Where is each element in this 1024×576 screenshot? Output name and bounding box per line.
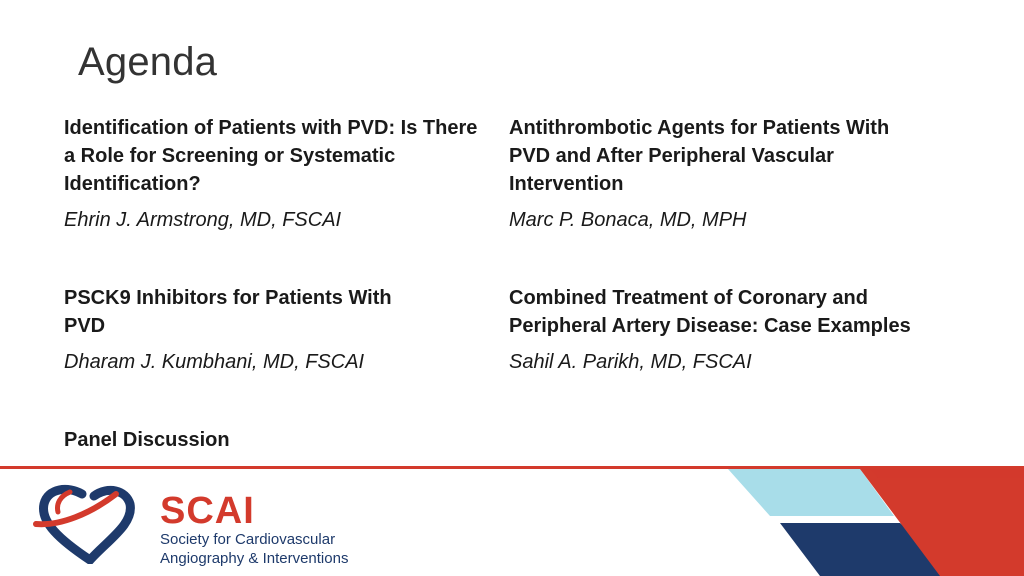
agenda-item-heading: Identification of Patients with PVD: Is There a Role for Screening or Systematic Identification? bbox=[64, 117, 478, 195]
agenda-item bbox=[64, 426, 484, 454]
agenda-item-heading: Panel Discussion bbox=[64, 429, 230, 451]
agenda-item bbox=[64, 114, 484, 234]
agenda-item bbox=[64, 284, 394, 376]
footer bbox=[0, 466, 1024, 576]
agenda-item-heading: Combined Treatment of Coronary and Peripheral Artery Disease: Case Examples bbox=[509, 287, 911, 337]
logo-subtitle-line: Angiography & Interventions bbox=[160, 550, 349, 567]
scai-heart-logo-icon bbox=[30, 484, 155, 564]
slide-title: Agenda bbox=[78, 40, 218, 84]
logo-subtitle bbox=[160, 530, 348, 568]
agenda-item-speaker: Ehrin J. Armstrong, MD, FSCAI bbox=[64, 209, 342, 231]
agenda-item-speaker: Sahil A. Parikh, MD, FSCAI bbox=[509, 351, 752, 373]
agenda-item-heading: Antithrombotic Agents for Patients With PVD and After Peripheral Vascular Intervention bbox=[509, 117, 890, 195]
agenda-item bbox=[509, 284, 929, 376]
logo-subtitle-line: Society for Cardiovascular bbox=[160, 531, 336, 548]
agenda-item-speaker: Marc P. Bonaca, MD, MPH bbox=[509, 209, 747, 231]
logo-wordmark: SCAI bbox=[160, 490, 255, 532]
agenda-item-heading: PSCK9 Inhibitors for Patients With PVD bbox=[64, 287, 392, 337]
agenda-item bbox=[509, 114, 929, 234]
agenda-item-speaker: Dharam J. Kumbhani, MD, FSCAI bbox=[64, 351, 365, 373]
